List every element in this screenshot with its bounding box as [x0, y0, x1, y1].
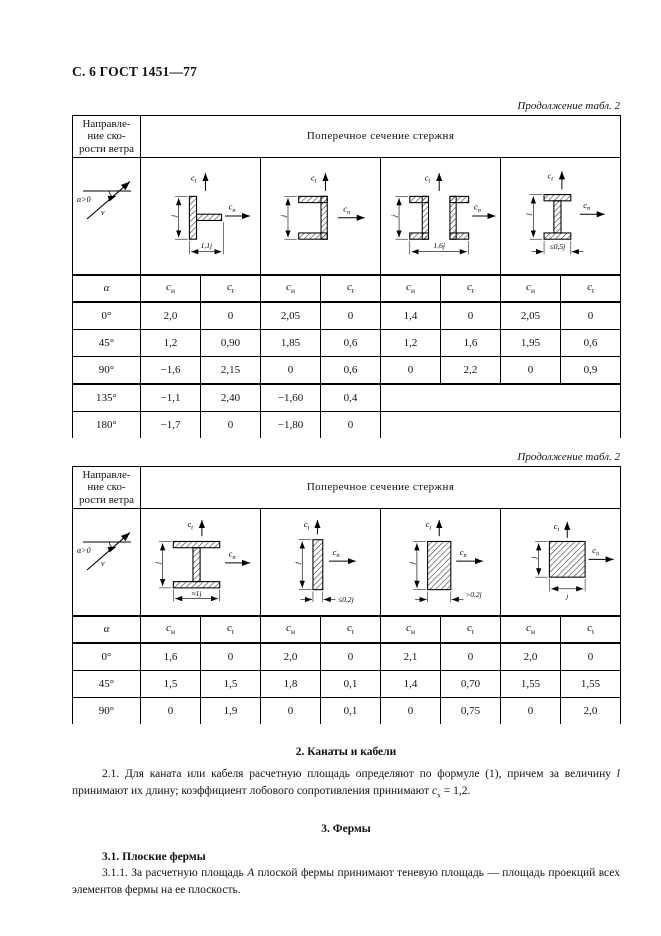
- angle-cell: 90°: [73, 698, 141, 725]
- ct-header-cell: $c_t$: [201, 616, 261, 643]
- value-cell: 0: [321, 412, 381, 439]
- dim-width: ≤0,2j: [337, 595, 354, 605]
- section-diagram-channel: [261, 158, 381, 276]
- value-cell: 2,0: [501, 643, 561, 671]
- value-cell: 0,90: [201, 330, 261, 357]
- dim-width: ≤0,5j: [549, 242, 565, 252]
- angle-cell: 180°: [73, 412, 141, 439]
- coefficient-table-1: [72, 115, 621, 438]
- cn-label: $c_п$: [342, 203, 350, 216]
- dim-j: j: [168, 214, 178, 218]
- wind-angle-diagram: [75, 512, 139, 612]
- value-cell: 1,2: [381, 330, 441, 357]
- ct-label: $c_t$: [310, 172, 317, 185]
- dim-j: j: [528, 556, 538, 559]
- value-cell: 0: [141, 698, 201, 725]
- angle-cell: 45°: [73, 671, 141, 698]
- empty-region: [381, 412, 621, 439]
- value-cell: 0: [441, 302, 501, 330]
- section-3-title: 3. Фермы: [321, 822, 371, 835]
- ct-label: $c_t$: [190, 172, 197, 185]
- value-cell: 2,05: [501, 302, 561, 330]
- ct-label: $c_t$: [425, 519, 431, 532]
- value-cell: 0: [441, 643, 501, 671]
- cn-label: $c_п$: [459, 546, 467, 560]
- value-cell: 1,55: [501, 671, 561, 698]
- value-cell: 1,85: [261, 330, 321, 357]
- value-cell: 0,6: [321, 330, 381, 357]
- section-3-1-title: 3.1. Плоские фермы: [102, 850, 206, 863]
- value-cell: 0: [321, 643, 381, 671]
- value-cell: 0: [261, 698, 321, 725]
- ct-header-cell: $c_t$: [201, 275, 261, 302]
- length-symbol: l: [616, 768, 620, 780]
- dim-width: j: [565, 591, 568, 601]
- cn-label: $c_п$: [591, 545, 599, 558]
- value-cell: −1,7: [141, 412, 201, 439]
- value-cell: 1,95: [501, 330, 561, 357]
- value-cell: −1,6: [141, 357, 201, 385]
- ct-label: $c_t$: [303, 519, 309, 532]
- ct-label: $c_t$: [553, 520, 559, 534]
- dim-j: j: [406, 561, 416, 564]
- page-title: С. 6 ГОСТ 1451—77: [72, 64, 198, 79]
- value-cell: 1,2: [141, 330, 201, 357]
- cross-section-header: Поперечное сечение стержня: [141, 467, 621, 509]
- dim-j: j: [277, 214, 287, 218]
- value-cell: 0,70: [441, 671, 501, 698]
- empty-region: [381, 384, 621, 412]
- value-cell: 1,4: [381, 671, 441, 698]
- area-symbol: А: [247, 866, 255, 879]
- value-cell: 0,1: [321, 698, 381, 725]
- section-2-title: 2. Канаты и кабели: [295, 746, 397, 758]
- cn-header-cell: $c_н$: [141, 275, 201, 302]
- alpha-angle-label: α>0: [76, 195, 91, 204]
- value-cell: 0: [501, 357, 561, 385]
- cross-section-header: Поперечное сечение стержня: [141, 116, 621, 158]
- value-cell: 1,5: [201, 671, 261, 698]
- velocity-label: v: [100, 559, 105, 568]
- dim-width: 1,6j: [432, 241, 445, 251]
- value-cell: 0: [321, 302, 381, 330]
- value-cell: 0: [201, 302, 261, 330]
- angle-cell: 45°: [73, 330, 141, 357]
- value-cell: −1,80: [261, 412, 321, 439]
- value-cell: −1,60: [261, 384, 321, 412]
- wind-direction-header: Направле- ние ско- рости ветра: [73, 467, 141, 509]
- value-cell: 2,0: [141, 302, 201, 330]
- ct-header-cell: $c_t$: [321, 275, 381, 302]
- value-cell: 1,6: [441, 330, 501, 357]
- section-diagram-hbeam: [141, 509, 261, 617]
- cx-symbol: c: [431, 784, 438, 797]
- value-cell: 0: [501, 698, 561, 725]
- dim-j: j: [292, 561, 302, 564]
- paragraph-3-1-1: 3.1.1. За расчетную площадь А плоской фермы принимают теневую площадь — площадь проекций всех элементов фермы на ее плоскость.: [72, 866, 621, 896]
- wind-direction-header: Направле- ние ско- рости ветра: [73, 116, 141, 158]
- section-diagram-square: [501, 509, 621, 617]
- value-cell: 2,15: [201, 357, 261, 385]
- ct-header-cell: $c_t$: [441, 275, 501, 302]
- value-cell: 0: [381, 698, 441, 725]
- value-cell: 0,6: [561, 330, 621, 357]
- coefficient-table-2: [72, 466, 621, 724]
- value-cell: 2,0: [561, 698, 621, 725]
- ct-header-cell: $c_t$: [321, 616, 381, 643]
- cn-header-cell: $c_н$: [381, 275, 441, 302]
- value-cell: 0: [561, 643, 621, 671]
- cn-label: $c_п$: [332, 546, 339, 560]
- section-diagram-ibeam: [501, 158, 621, 276]
- value-cell: 0,6: [321, 357, 381, 385]
- alpha-header-cell: α: [73, 275, 141, 302]
- table-continuation-note: Продолжение табл. 2: [517, 451, 620, 463]
- section-diagram-thin-plate: [261, 509, 381, 617]
- wind-angle-diagram: [75, 161, 139, 271]
- value-cell: 1,4: [381, 302, 441, 330]
- value-cell: −1,1: [141, 384, 201, 412]
- wind-direction-diagram-cell: [73, 158, 141, 276]
- value-cell: 1,5: [141, 671, 201, 698]
- value-cell: 0: [201, 643, 261, 671]
- value-cell: 0,4: [321, 384, 381, 412]
- dim-j: j: [523, 213, 533, 216]
- velocity-label: v: [100, 208, 105, 217]
- ct-header-cell: $c_t$: [561, 275, 621, 302]
- value-cell: 2,1: [381, 643, 441, 671]
- value-cell: 0,75: [441, 698, 501, 725]
- angle-cell: 90°: [73, 357, 141, 385]
- value-cell: 0: [561, 302, 621, 330]
- ct-header-cell: $c_t$: [561, 616, 621, 643]
- value-cell: 0: [381, 357, 441, 385]
- wind-direction-diagram-cell: [73, 509, 141, 617]
- cn-header-cell: $c_н$: [141, 616, 201, 643]
- value-cell: 1,8: [261, 671, 321, 698]
- cn-header-cell: $c_н$: [261, 616, 321, 643]
- dim-width: ≈1j: [191, 588, 202, 598]
- ct-header-cell: $c_t$: [441, 616, 501, 643]
- value-cell: 2,40: [201, 384, 261, 412]
- section-diagram-double-channel: [381, 158, 501, 276]
- alpha-angle-label: α>0: [76, 546, 91, 555]
- cn-header-cell: $c_н$: [261, 275, 321, 302]
- value-cell: 2,05: [261, 302, 321, 330]
- ct-label: $c_t$: [547, 170, 553, 183]
- value-cell: 2,2: [441, 357, 501, 385]
- paragraph-2-1: 2.1. Для каната или кабеля расчетную площадь определяют по формуле (1), причем за величину l принимают их длину; коэффициент лобового сопротивления принимают $c_х = 1,2$.: [72, 768, 620, 799]
- cn-header-cell: $c_н$: [501, 616, 561, 643]
- value-cell: 0,1: [321, 671, 381, 698]
- section-diagram-rectangle: [381, 509, 501, 617]
- angle-cell: 135°: [73, 384, 141, 412]
- dim-j: j: [388, 214, 398, 218]
- cn-label: $c_п$: [228, 201, 236, 214]
- value-cell: 2,0: [261, 643, 321, 671]
- cn-label: $c_п$: [582, 199, 590, 213]
- value-cell: 0: [201, 412, 261, 439]
- table-continuation-note: Продолжение табл. 2: [517, 100, 620, 112]
- dim-width: 1,1j: [200, 241, 212, 251]
- cn-label: $c_п$: [473, 201, 481, 214]
- cn-label: $c_п$: [228, 548, 236, 561]
- dim-width: >0,2j: [464, 589, 482, 599]
- section-diagram-tee: [141, 158, 261, 276]
- value-cell: 0: [261, 357, 321, 385]
- value-cell: 1,55: [561, 671, 621, 698]
- angle-cell: 0°: [73, 643, 141, 671]
- value-cell: 0,9: [561, 357, 621, 385]
- alpha-header-cell: α: [73, 616, 141, 643]
- cn-header-cell: $c_н$: [501, 275, 561, 302]
- value-cell: 1,9: [201, 698, 261, 725]
- value-cell: 1,6: [141, 643, 201, 671]
- ct-label: $c_t$: [186, 519, 193, 532]
- ct-label: $c_t$: [424, 172, 430, 185]
- angle-cell: 0°: [73, 302, 141, 330]
- cn-header-cell: $c_н$: [381, 616, 441, 643]
- dim-j: j: [152, 561, 162, 564]
